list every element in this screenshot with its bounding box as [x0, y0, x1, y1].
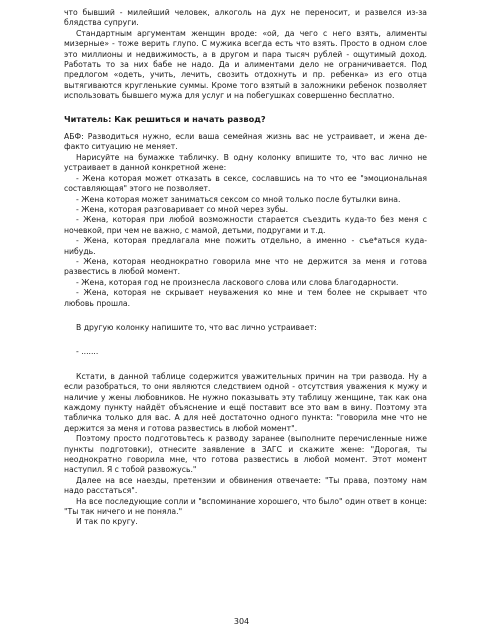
list-item: - Жена, которая не скрывает неуважения ко мне и тем более не скрывает что любовь прошла. [64, 288, 427, 308]
paragraph-arguments: Стандартным аргументам женщин вроде: «ой, да чего с него взять, алименты мизерные» - тоже верить глупо. С мужика всегда есть что взять. Просто в одном слое это миллионы и недвижимость, а в другом и пара тысяч рублей - ощутимый доход. Работать то за них бабе не надо. Да и алиментами дело не ограничивается. Под предлогом «одеть, учить, лечить, свозить отдохнуть и пр. ребенка» из его отца вытягиваются кругленькие суммы. Кроме того взятый в заложники ребенок позволяет использовать бывшего мужа для услуг и на побегушках совершенно бесплатно. [64, 28, 427, 101]
list-item: - Жена, которая разговаривает со мной через зубы. [76, 204, 289, 214]
list-item: - Жена, которая предлагала мне пожить отдельно, а именно - съе*аться куда-нибудь. [64, 236, 427, 256]
paragraph-response: Далее на все наезды, претензии и обвинения отвечаете: "Ты права, поэтому нам надо расстаться". [64, 475, 427, 496]
section-heading: Читатель: Как решиться и начать развод? [64, 113, 266, 124]
list-item: - Жена, которая год не произнесла ласкового слова или слова благодарности. [76, 277, 399, 287]
paragraph-answer: АБФ: Разводиться нужно, если ваша семейная жизнь вас не устраивает, и жена де-факто ситуацию не меняет. [64, 132, 427, 152]
paragraph-table-instruction: Нарисуйте на бумажке табличку. В одну колонку впишите то, что вас лично не устраивает в данной конкретной жене: [64, 152, 427, 173]
list-item: - Жена, которая неоднократно говорила мне что не держится за меня и готова развестись в любой момент. [64, 256, 427, 277]
page-number: 304 [233, 617, 250, 626]
list-item: - Жена которая может отказать в сексе, сославшись на то что ее "эмоциональная составляющая" этого не позволяет. [64, 173, 427, 194]
paragraph-prepare: Поэтому просто подготовьтесь к разводу заранее (выполните перечисленные ниже пункты подготовки), отнесите заявление в ЗАГС и скажите жене: "Дорогая, ты неоднократно говорила мне, что готова развестись в любой момент. Этот момент наступил. Я с тобой развожусь." [64, 434, 427, 475]
paragraph-final-answer: На все последующие сопли и "вспоминание хорошего, что было" один ответ в конце: "Ты так ничего и не поняла." [64, 496, 427, 517]
paragraph-other-column: В другую колонку напишите то, что вас лично устраивает: [76, 322, 317, 332]
list-item-placeholder: - ....... [76, 347, 99, 357]
paragraph-reasons: Кстати, в данной таблице содержится уважительных причин на три развода. Ну а если разобраться, то они являются следствием одной - отсутствия уважения к мужу и наличие у жены любовников. Не нужно показывать эту таблицу женщине, так как она каждому пункту найдёт объяснение и ещё поставит все это вам в вину. Поэтому эта табличка только для вас. А для неё достаточно одного пункта: "говорила мне что не держится за меня и готова развестись в любой момент". [64, 371, 427, 433]
list-item: - Жена, которая при любой возможности старается съездить куда-то без меня с ночевкой, при чем не важно, с мамой, детьми, подругами и т.д. [64, 215, 427, 235]
paragraph-intro: что бывший - милейший человек, алкоголь на дух не переносит, и развелся из-за блядства супруги. [64, 8, 427, 28]
paragraph-closing: И так по кругу. [76, 517, 138, 527]
list-item: - Жена которая может заниматься сексом со мной только после бутылки вина. [76, 194, 401, 204]
